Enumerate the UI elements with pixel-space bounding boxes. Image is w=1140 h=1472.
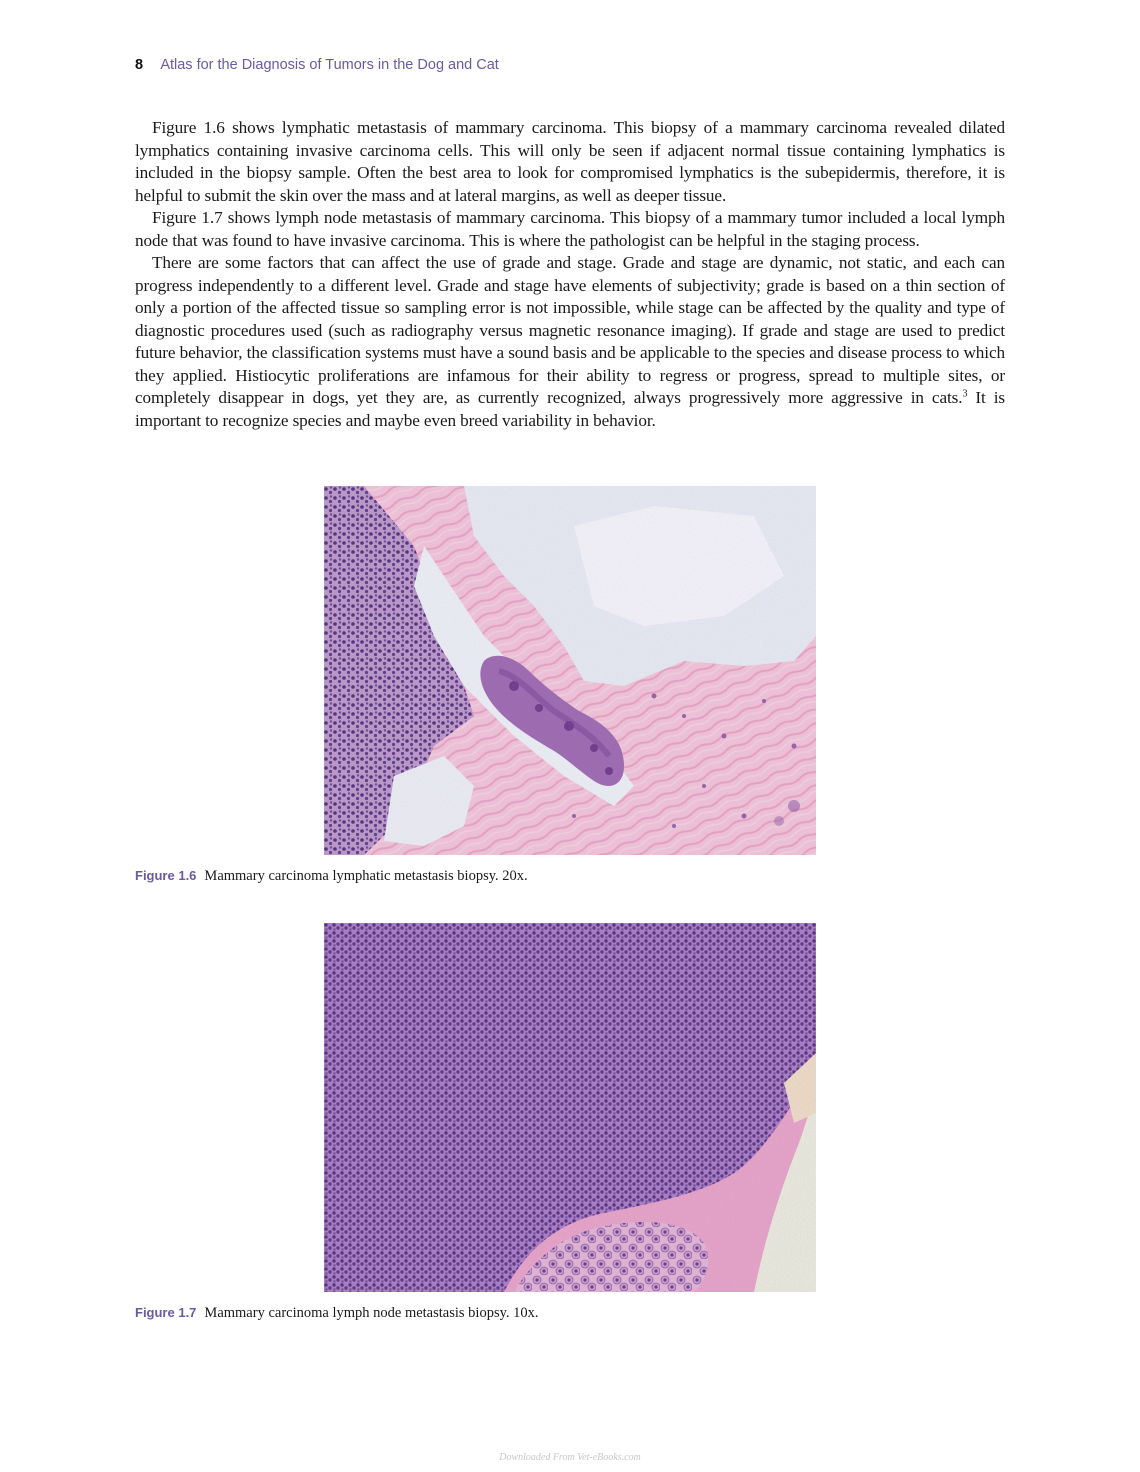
running-head: [135, 57, 499, 73]
download-watermark: Downloaded From Vet-eBooks.com: [499, 1452, 641, 1463]
lymphatic-metastasis-micrograph: [324, 486, 816, 855]
paragraph-2: Figure 1.7 shows lymph node metastasis of mammary carcinoma. This biopsy of a mammary tumor included a local lymph node that was found to have invasive carcinoma. This is where the pathologist can be helpful in the staging process.: [135, 208, 1005, 250]
body-text: [135, 117, 1005, 432]
paragraph-3-tail: It is important to recognize species and maybe even breed variability in behavior.: [135, 388, 1005, 430]
paragraph-3: [135, 252, 1005, 432]
book-title: Atlas for the Diagnosis of Tumors in the Dog and Cat: [160, 57, 499, 73]
figure-1-7-caption: [135, 1305, 539, 1322]
figure-1-6-image: [324, 486, 816, 855]
lymph-node-metastasis-micrograph: [324, 923, 816, 1292]
figure-1-6-caption: [135, 868, 528, 885]
reference-marker: 3: [962, 388, 968, 400]
caption-text: Mammary carcinoma lymph node metastasis biopsy. 10x.: [204, 1305, 539, 1321]
figure-label: Figure 1.6: [135, 868, 197, 883]
page-number: 8: [135, 57, 144, 73]
paragraph-1: Figure 1.6 shows lymphatic metastasis of mammary carcinoma. This biopsy of a mammary carcinoma revealed dilated lymphatics containing invasive carcinoma cells. This will only be seen if adjacent normal tissue containing lymphatics is included in the biopsy sample. Often the best area to look for compromised lymphatics is the subepidermis, therefore, it is helpful to submit the skin over the mass and at lateral margins, as well as deeper tissue.: [135, 118, 1005, 205]
figure-1-7-image: [324, 923, 816, 1292]
caption-text: Mammary carcinoma lymphatic metastasis biopsy. 20x.: [204, 868, 528, 884]
paragraph-3-text: There are some factors that can affect the use of grade and stage. Grade and stage are dynamic, not static, and each can progress independently to a different level. Grade and stage have elements of subjectivity; grade is based on a thin section of only a portion of the affected tissue so sampling error is not impossible, while stage can be affected by the quality and type of diagnostic procedures used (such as radiography versus magnetic resonance imaging). If grade and stage are used to predict future behavior, the classification systems must have a sound basis and be applicable to the species and disease process to which they applied. Histiocytic proliferations are infamous for their ability to regress or progress, spread to multiple sites, or completely disappear in dogs, yet they are, as currently recognized, always progressively more aggressive in cats.: [135, 253, 1005, 407]
figure-label: Figure 1.7: [135, 1305, 197, 1320]
